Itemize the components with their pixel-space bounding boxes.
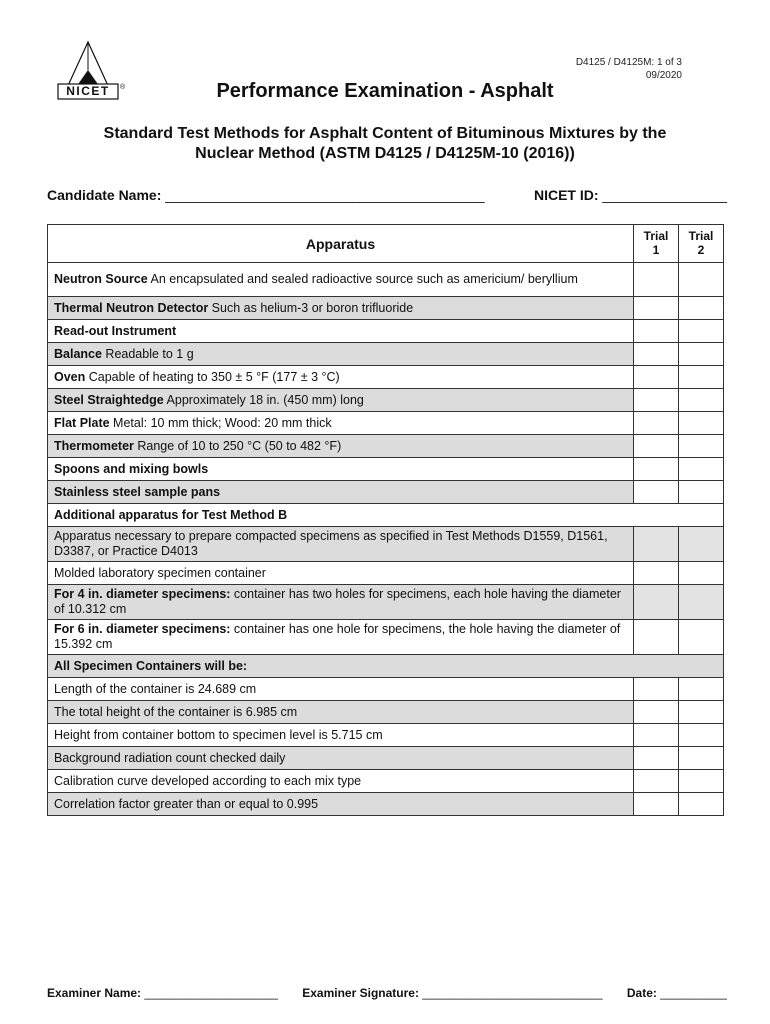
trial-1-checkbox[interactable] [634, 366, 679, 389]
trial-1-checkbox[interactable] [634, 320, 679, 343]
examiner-footer [47, 986, 727, 1000]
table-row [48, 435, 724, 458]
row-description: For 6 in. diameter specimens: container has one hole for specimens, the hole having the diameter of 15.392 cm [48, 620, 634, 655]
table-row [48, 620, 724, 655]
row-description: Oven Capable of heating to 350 ± 5 °F (177 ± 3 °C) [48, 366, 634, 389]
date-label: Date: [626, 986, 657, 1000]
trial-1-checkbox[interactable] [634, 297, 679, 320]
trial-1-checkbox[interactable] [634, 770, 679, 793]
trial-1-checkbox[interactable] [634, 263, 679, 297]
table-row [48, 770, 724, 793]
row-description: Height from container bottom to specimen level is 5.715 cm [48, 724, 634, 747]
table-row [48, 320, 724, 343]
trial-1-checkbox[interactable] [634, 620, 679, 655]
apparatus-header: Apparatus [48, 225, 634, 263]
row-description: Thermal Neutron Detector Such as helium-3 or boron trifluoride [48, 297, 634, 320]
table-row [48, 678, 724, 701]
row-description: Length of the container is 24.689 cm [48, 678, 634, 701]
trial-2-checkbox[interactable] [679, 585, 724, 620]
examiner-signature-blank[interactable]: ___________________________ [422, 986, 603, 1000]
trial-1-checkbox[interactable] [634, 481, 679, 504]
row-description: For 4 in. diameter specimens: container has two holes for specimens, each hole having the diameter of 10.312 cm [48, 585, 634, 620]
candidate-name-blank[interactable]: _________________________________________ [165, 187, 485, 203]
row-description: Stainless steel sample pans [48, 481, 634, 504]
candidate-name-field[interactable] [47, 187, 484, 203]
trial-2-checkbox[interactable] [679, 562, 724, 585]
row-description: Neutron Source An encapsulated and sealed radioactive source such as americium/ beryllium [48, 263, 634, 297]
candidate-name-label: Candidate Name: [47, 187, 162, 203]
table-row [48, 793, 724, 816]
date-field[interactable] [627, 986, 727, 1000]
table-row [48, 701, 724, 724]
examiner-name-label: Examiner Name: [47, 986, 142, 1000]
table-row [48, 747, 724, 770]
row-description: Balance Readable to 1 g [48, 343, 634, 366]
nicet-id-blank[interactable]: ________________ [602, 187, 727, 203]
trial-2-checkbox[interactable] [679, 678, 724, 701]
nicet-id-field[interactable] [534, 187, 727, 203]
table-row [48, 458, 724, 481]
examiner-name-blank[interactable]: ____________________ [144, 986, 278, 1000]
registered-mark: ® [120, 84, 126, 91]
date-blank[interactable]: __________ [660, 986, 727, 1000]
table-row [48, 724, 724, 747]
row-description: Spoons and mixing bowls [48, 458, 634, 481]
trial-1-checkbox[interactable] [634, 585, 679, 620]
row-description: Apparatus necessary to prepare compacted specimens as specified in Test Methods D1559, D1561, D3387, or Practice D4013 [48, 527, 634, 562]
trial-2-header [679, 225, 724, 263]
trial-2-checkbox[interactable] [679, 320, 724, 343]
row-description: Steel Straightedge Approximately 18 in. (450 mm) long [48, 389, 634, 412]
table-row [48, 562, 724, 585]
section-header-containers [48, 655, 724, 678]
trial-2-label: Trial [688, 229, 714, 243]
page-title-text: Performance Examination - Asphalt [216, 80, 554, 102]
table-row [48, 263, 724, 297]
trial-1-checkbox[interactable] [634, 343, 679, 366]
trial-1-header [634, 225, 679, 263]
trial-2-checkbox[interactable] [679, 701, 724, 724]
logo-text: NICET [66, 84, 110, 98]
doc-date: 09/2020 [645, 70, 682, 81]
nicet-id-label: NICET ID: [533, 187, 599, 203]
trial-2-checkbox[interactable] [679, 724, 724, 747]
trial-2-checkbox[interactable] [679, 263, 724, 297]
trial-2-number: 2 [697, 243, 705, 257]
trial-1-number: 1 [652, 243, 660, 257]
row-description: Thermometer Range of 10 to 250 °C (50 to 482 °F) [48, 435, 634, 458]
trial-1-checkbox[interactable] [634, 724, 679, 747]
table-row [48, 481, 724, 504]
section-title: Additional apparatus for Test Method B [48, 504, 724, 527]
trial-1-label: Trial [643, 229, 669, 243]
trial-2-checkbox[interactable] [679, 297, 724, 320]
trial-1-checkbox[interactable] [634, 458, 679, 481]
table-row [48, 297, 724, 320]
document-code [576, 56, 682, 82]
page-subtitle [60, 124, 710, 164]
section-title: All Specimen Containers will be: [48, 655, 724, 678]
doc-code-line: D4125 / D4125M: 1 of 3 [575, 57, 682, 68]
trial-2-checkbox[interactable] [679, 343, 724, 366]
apparatus-table [47, 224, 724, 816]
row-description: Calibration curve developed according to each mix type [48, 770, 634, 793]
table-row [48, 343, 724, 366]
row-description: Flat Plate Metal: 10 mm thick; Wood: 20 mm thick [48, 412, 634, 435]
trial-2-checkbox[interactable] [679, 527, 724, 562]
row-description: Molded laboratory specimen container [48, 562, 634, 585]
candidate-info-row [47, 187, 727, 203]
table-row [48, 366, 724, 389]
trial-2-checkbox[interactable] [679, 458, 724, 481]
table-row [48, 389, 724, 412]
trial-1-checkbox[interactable] [634, 412, 679, 435]
trial-1-checkbox[interactable] [634, 527, 679, 562]
row-description: Correlation factor greater than or equal to 0.995 [48, 793, 634, 816]
trial-2-checkbox[interactable] [679, 389, 724, 412]
row-description: Background radiation count checked daily [48, 747, 634, 770]
examiner-name-field[interactable] [47, 986, 278, 1000]
subtitle-line-1: Standard Test Methods for Asphalt Content of Bituminous Mixtures by the [103, 125, 667, 142]
table-row [48, 585, 724, 620]
row-description: The total height of the container is 6.985 cm [48, 701, 634, 724]
table-row [48, 412, 724, 435]
trial-1-checkbox[interactable] [634, 678, 679, 701]
trial-1-checkbox[interactable] [634, 389, 679, 412]
subtitle-line-2: Nuclear Method (ASTM D4125 / D4125M-10 (2016)) [195, 145, 575, 162]
examiner-signature-label: Examiner Signature: [302, 986, 419, 1000]
table-row [48, 527, 724, 562]
trial-1-checkbox[interactable] [634, 793, 679, 816]
trial-1-checkbox[interactable] [634, 435, 679, 458]
trial-2-checkbox[interactable] [679, 620, 724, 655]
examiner-signature-field[interactable] [302, 986, 602, 1000]
section-header-method-b [48, 504, 724, 527]
trial-2-checkbox[interactable] [679, 793, 724, 816]
trial-1-checkbox[interactable] [634, 562, 679, 585]
trial-2-checkbox[interactable] [679, 747, 724, 770]
trial-1-checkbox[interactable] [634, 747, 679, 770]
trial-2-checkbox[interactable] [679, 770, 724, 793]
trial-2-checkbox[interactable] [679, 412, 724, 435]
page-title [0, 80, 770, 103]
trial-2-checkbox[interactable] [679, 366, 724, 389]
trial-2-checkbox[interactable] [679, 435, 724, 458]
trial-1-checkbox[interactable] [634, 701, 679, 724]
trial-2-checkbox[interactable] [679, 481, 724, 504]
row-description: Read-out Instrument [48, 320, 634, 343]
